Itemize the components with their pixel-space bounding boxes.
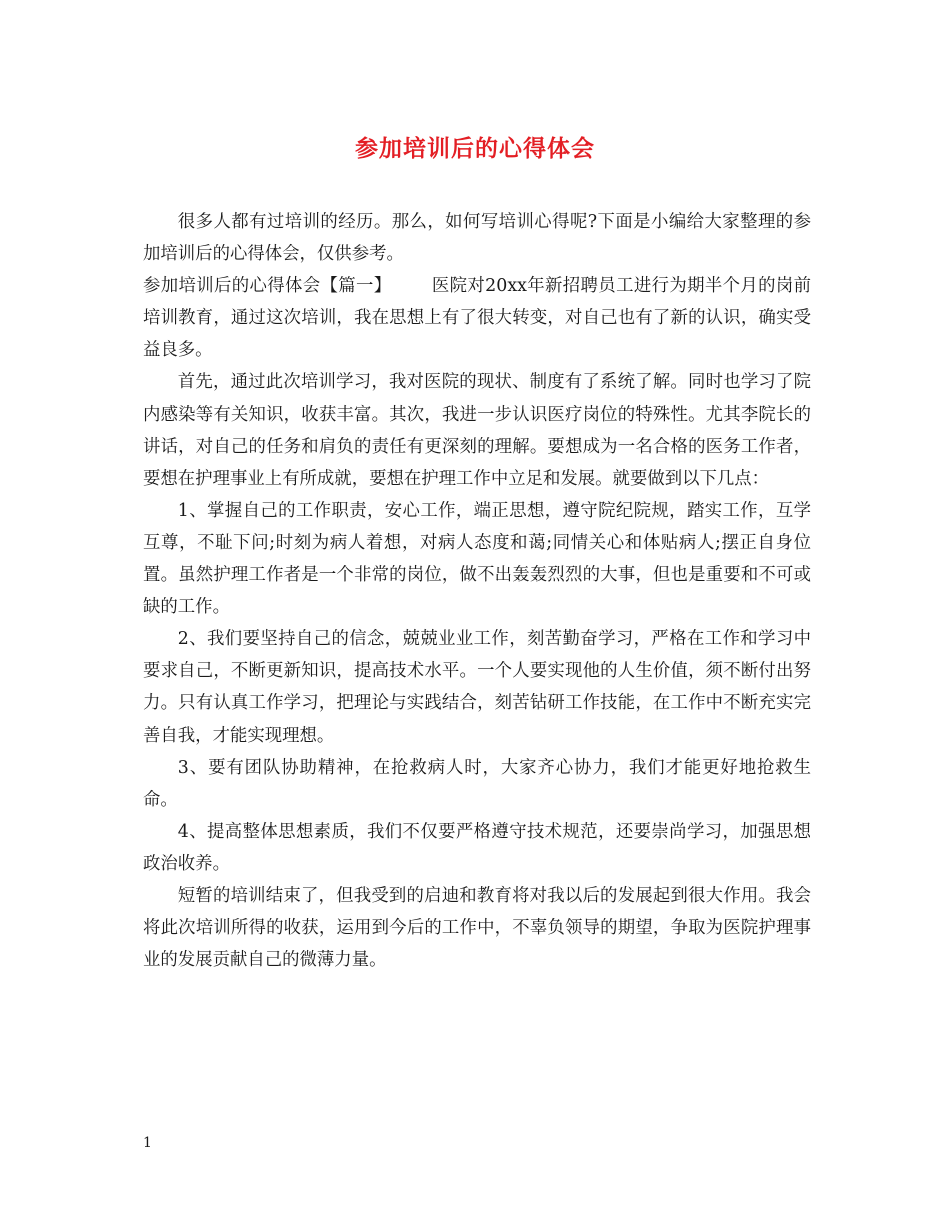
part1-heading: 参加培训后的心得体会【篇一】 xyxy=(143,276,392,297)
part1-paragraph xyxy=(143,270,811,366)
intro-paragraph: 很多人都有过培训的经历。那么，如何写培训心得呢?下面是小编给大家整理的参加培训后的心得体会，仅供参考。 xyxy=(143,212,811,265)
point-4-paragraph: 4、提高整体思想素质，我们不仅要严格遵守技术规范，还要崇尚学习，加强思想政治收养。 xyxy=(143,821,811,874)
first-paragraph: 首先，通过此次培训学习，我对医院的现状、制度有了系统了解。同时也学习了院内感染等有关知识，收获丰富。其次，我进一步认识医疗岗位的特殊性。尤其李院长的讲话，对自己的任务和肩负的责任有更深刻的理解。要想成为一名合格的医务工作者，要想在护理事业上有所成就，要想在护理工作中立足和发展。就要做到以下几点： xyxy=(143,372,811,489)
point-1-paragraph: 1、掌握自己的工作职责，安心工作，端正思想，遵守院纪院规，踏实工作，互学互尊，不耻下问;时刻为病人着想，对病人态度和蔼;同情关心和体贴病人;摆正自身位置。虽然护理工作者是一个非常的岗位，做不出轰轰烈烈的大事，但也是重要和不可或缺的工作。 xyxy=(143,500,811,618)
document-body xyxy=(143,206,811,976)
point-2-paragraph: 2、我们要坚持自己的信念，兢兢业业工作，刻苦勤奋学习，严格在工作和学习中要求自己，不断更新知识，提高技术水平。一个人要实现他的人生价值，须不断付出努力。只有认真工作学习，把理论与实践结合，刻苦钻研工作技能，在工作中不断充实完善自我，才能实现理想。 xyxy=(143,629,811,746)
page-number: 1 xyxy=(143,1135,152,1151)
part1-text: 医院对20xx年新招聘员工进行为期半个月的岗前培训教育，通过这次培训，我在思想上有了很大转变，对自己也有了新的认识，确实受益良多。 xyxy=(143,276,811,361)
point-3-paragraph: 3、要有团队协助精神，在抢救病人时，大家齐心协力，我们才能更好地抢救生命。 xyxy=(143,757,811,810)
closing-paragraph: 短暂的培训结束了，但我受到的启迪和教育将对我以后的发展起到很大作用。我会将此次培训所得的收获，运用到今后的工作中，不辜负领导的期望，争取为医院护理事业的发展贡献自己的微薄力量。 xyxy=(143,885,811,971)
document-title: 参加培训后的心得体会 xyxy=(355,135,595,162)
